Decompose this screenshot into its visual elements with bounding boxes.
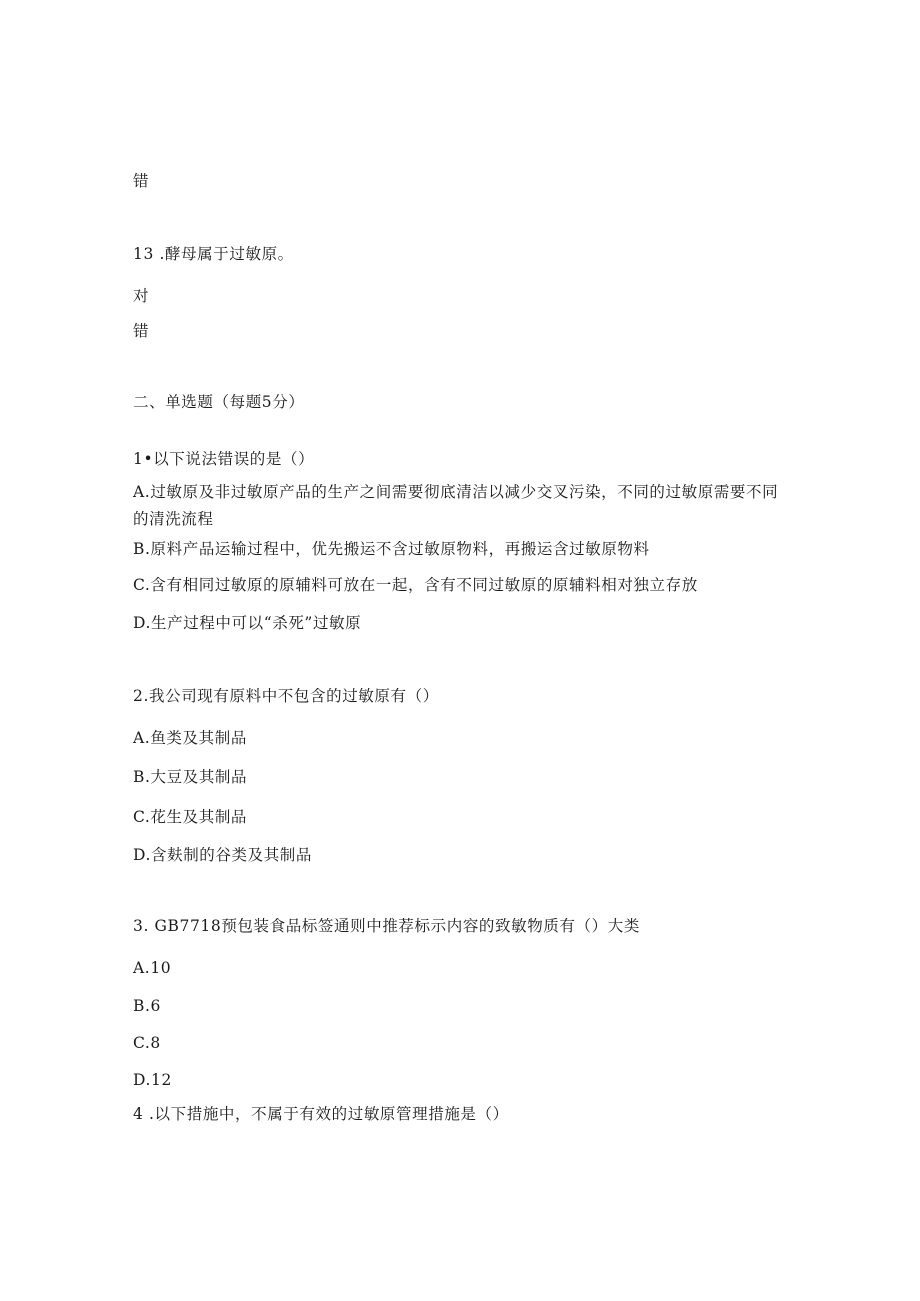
question-1-option-a: A.过敏原及非过敏原产品的生产之间需要彻底清洁以减少交叉污染，不同的过敏原需要不同的清洗流程 <box>133 483 779 528</box>
question-2-option-a: A.鱼类及其制品 <box>133 729 247 747</box>
section-title: 二、单选题（每题5分） <box>133 393 305 411</box>
question-2-stem: 2.我公司现有原料中不包含的过敏原有（） <box>133 687 439 705</box>
question-13-option-true: 对 <box>133 287 150 305</box>
question-2-option-d: D.含麸制的谷类及其制品 <box>133 846 313 864</box>
question-3-option-b: B.6 <box>133 997 161 1015</box>
question-1-stem: 1•以下说法错误的是（） <box>133 450 315 468</box>
question-3-option-d: D.12 <box>133 1071 172 1089</box>
question-1-option-d: D.生产过程中可以“杀死”过敏原 <box>133 614 362 632</box>
option-wrong-prev: 错 <box>133 172 150 190</box>
question-3-stem: 3. GB7718预包装食品标签通则中推荐标示内容的致敏物质有（）大类 <box>133 917 640 935</box>
question-2-option-b: B.大豆及其制品 <box>133 768 248 786</box>
question-2-option-c: C.花生及其制品 <box>133 808 248 826</box>
question-13-stem: 13 .酵母属于过敏原。 <box>133 245 294 263</box>
question-3-option-c: C.8 <box>133 1034 161 1052</box>
question-4-stem: 4 .以下措施中，不属于有效的过敏原管理措施是（） <box>133 1105 509 1123</box>
question-3-option-a: A.10 <box>133 959 172 977</box>
question-1-option-c: C.含有相同过敏原的原辅料可放在一起，含有不同过敏原的原辅料相对独立存放 <box>133 576 698 594</box>
question-1-option-b: B.原料产品运输过程中，优先搬运不含过敏原物料，再搬运含过敏原物料 <box>133 540 650 558</box>
question-13-option-false: 错 <box>133 322 150 340</box>
